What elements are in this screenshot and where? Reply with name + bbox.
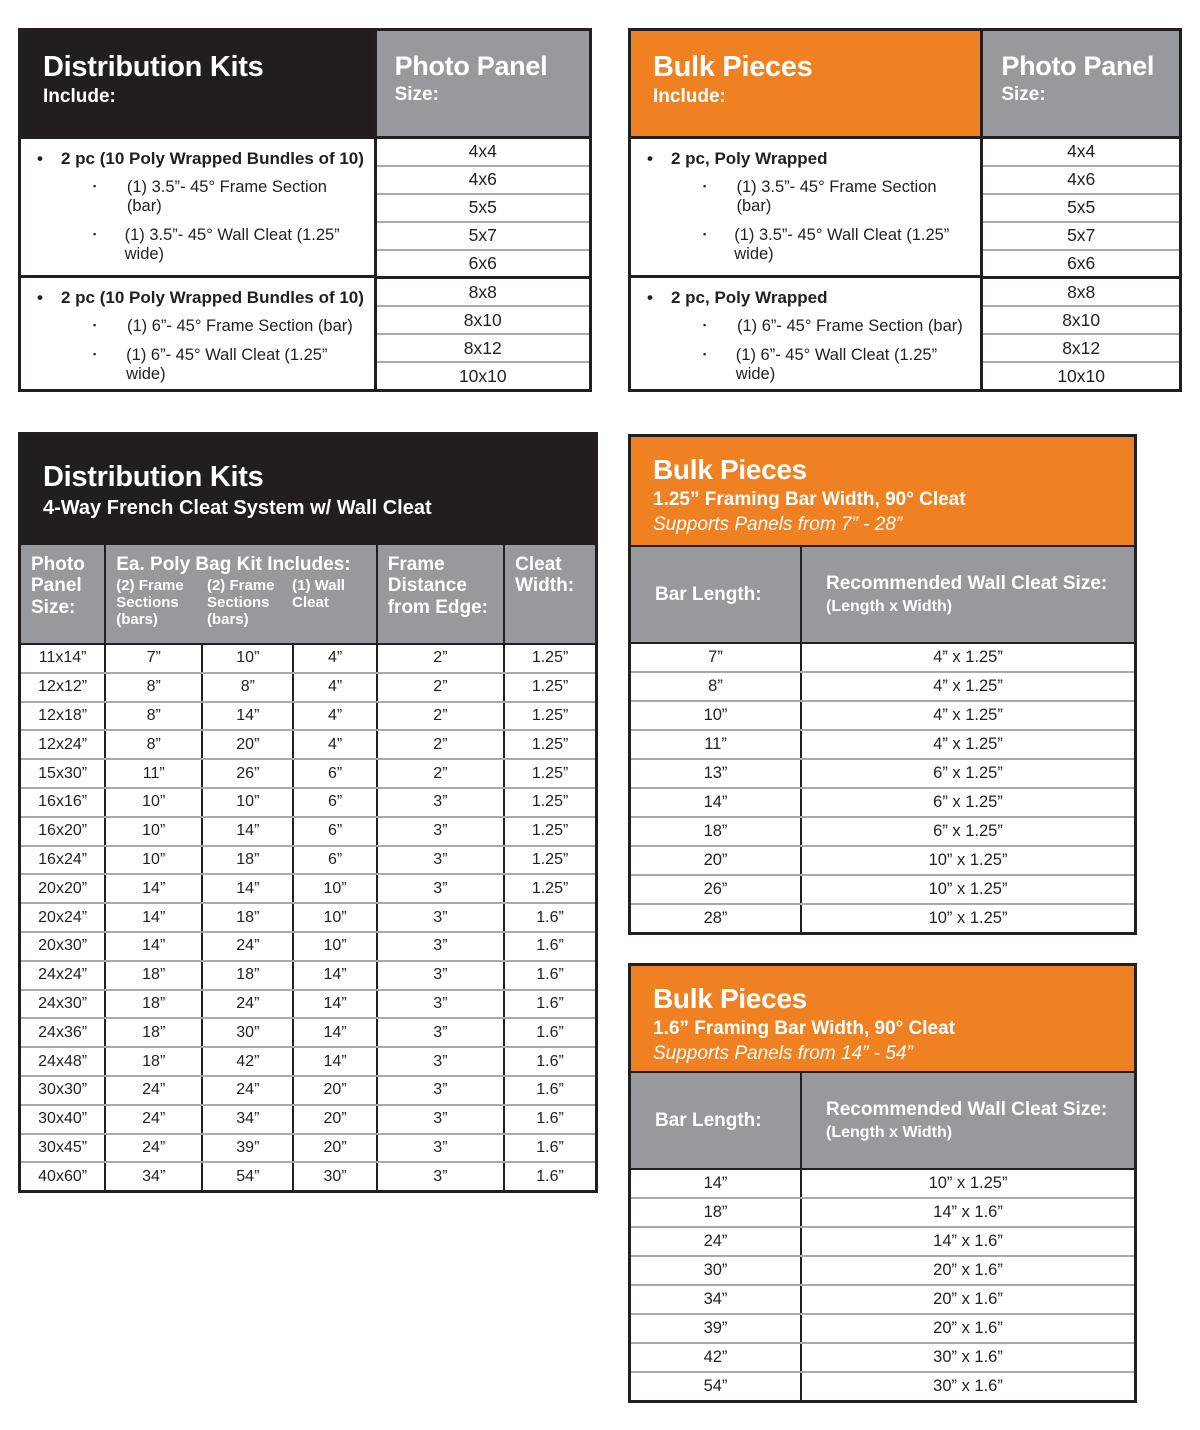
photo-panel-size-header — [983, 31, 1179, 139]
kit-cell: 4” — [292, 645, 375, 672]
col-frame-distance: Frame Distance from Edge: — [376, 545, 503, 643]
kit-cell: 3” — [376, 1019, 503, 1046]
kit-cell: 14” — [104, 904, 201, 931]
bulk-125-column-headers — [631, 547, 1134, 644]
square-bullet-icon: ▪ — [703, 320, 707, 330]
distribution-kits-include-table — [18, 28, 592, 392]
kit-cell: 14” — [104, 875, 201, 902]
bullet-item — [37, 149, 366, 169]
cleat-size-cell: 6” x 1.25” — [933, 793, 1003, 811]
kit-cell: 1.6” — [503, 991, 595, 1018]
kit-cell: 20x24” — [38, 908, 88, 926]
kit-cell: 24x48” — [38, 1052, 88, 1070]
bulk-pieces-title: Bulk Pieces — [653, 51, 813, 83]
panel-size-cell: 5x7 — [983, 221, 1179, 249]
kit-cell: 1.25” — [503, 789, 595, 816]
table-row — [21, 758, 595, 787]
kit-cell: 3” — [376, 991, 503, 1018]
panel-size-cell: 5x7 — [377, 221, 589, 249]
table-row — [631, 1313, 1134, 1342]
kit-cell: 10” — [292, 933, 375, 960]
sub-bullet-text: (1) 3.5”- 45° Wall Cleat (1.25” wide) — [734, 226, 950, 263]
kit-cell: 1.6” — [503, 962, 595, 989]
panel-size-cell: 10x10 — [983, 361, 1179, 389]
table-row — [631, 845, 1134, 874]
bulk-16-header — [631, 966, 1134, 1073]
table-row — [631, 787, 1134, 816]
table-row — [21, 989, 595, 1018]
kit-cell: 24” — [104, 1106, 201, 1133]
bulk-pieces-125-table — [628, 434, 1137, 935]
kit-cell: 24” — [201, 991, 292, 1018]
kit-cell: 10” — [201, 645, 292, 672]
table-row — [21, 1075, 595, 1104]
bullet-dot-icon: • — [37, 288, 43, 307]
kit-cell: 3” — [376, 904, 503, 931]
bulk-16-column-headers — [631, 1073, 1134, 1170]
table-row — [21, 816, 595, 845]
kit-cell: 3” — [376, 818, 503, 845]
table-row — [21, 787, 595, 816]
bullet-dot-icon: • — [37, 149, 43, 168]
kits-table-title: Distribution Kits — [43, 461, 264, 493]
table-row — [21, 701, 595, 730]
kit-cell: 24” — [201, 933, 292, 960]
kit-cell: 8” — [104, 674, 201, 701]
sub-bullet-item — [93, 178, 366, 216]
bar-length-cell: 24” — [631, 1228, 802, 1255]
bar-length-cell: 18” — [631, 1199, 802, 1226]
kit-cell: 18” — [201, 962, 292, 989]
kit-cell: 1.6” — [503, 904, 595, 931]
include-group — [21, 139, 374, 275]
bullet-text: 2 pc (10 Poly Wrapped Bundles of 10) — [61, 288, 364, 307]
table-row — [631, 700, 1134, 729]
kit-cell: 54” — [201, 1163, 292, 1190]
kit-cell: 1.6” — [503, 1048, 595, 1075]
subcol-frame-sections-2: (2) Frame Sections (bars) — [206, 577, 275, 628]
bulk-125-subtitle: 1.25” Framing Bar Width, 90° Cleat — [653, 489, 966, 510]
table-row — [21, 645, 595, 672]
col-bar-length: Bar Length: — [631, 1073, 802, 1168]
bar-length-cell: 30” — [631, 1257, 802, 1284]
table-row — [21, 1161, 595, 1190]
kit-cell: 18” — [201, 847, 292, 874]
bar-length-cell: 26” — [631, 876, 802, 903]
kit-cell: 7” — [104, 645, 201, 672]
square-bullet-icon: ▪ — [93, 349, 97, 359]
panel-size-list — [377, 139, 589, 389]
bullet-item — [647, 288, 972, 308]
kit-cell: 12x12” — [38, 678, 88, 696]
kit-cell: 26” — [201, 760, 292, 787]
kit-cell: 1.25” — [503, 703, 595, 730]
cleat-size-cell: 30” x 1.6” — [933, 1348, 1003, 1366]
bulk-125-title: Bulk Pieces — [653, 454, 807, 485]
kit-cell: 15x30” — [38, 764, 88, 782]
cleat-size-cell: 4” x 1.25” — [933, 735, 1003, 753]
cleat-size-cell: 6” x 1.25” — [933, 822, 1003, 840]
kits-table-subtitle: 4-Way French Cleat System w/ Wall Cleat — [43, 497, 432, 519]
kit-cell: 6” — [292, 789, 375, 816]
size-label: Size: — [1001, 83, 1046, 105]
table-row — [631, 671, 1134, 700]
col-cleat-width: Cleat Width: — [503, 545, 595, 643]
kit-cell: 1.25” — [503, 818, 595, 845]
bar-length-cell: 14” — [631, 789, 802, 816]
include-label: Include: — [653, 85, 726, 107]
panel-size-cell: 8x12 — [983, 333, 1179, 361]
kit-cell: 20” — [201, 731, 292, 758]
square-bullet-icon: ▪ — [93, 229, 97, 239]
panel-size-cell: 4x6 — [377, 165, 589, 193]
table-row — [631, 1197, 1134, 1226]
kit-includes-subcolumns — [116, 578, 370, 628]
square-bullet-icon: ▪ — [93, 320, 97, 330]
kit-cell: 20” — [292, 1106, 375, 1133]
kit-cell: 1.25” — [503, 875, 595, 902]
bar-length-cell: 20” — [631, 847, 802, 874]
kit-cell: 1.25” — [503, 674, 595, 701]
kit-cell: 3” — [376, 1163, 503, 1190]
cleat-size-cell: 14” x 1.6” — [933, 1203, 1003, 1221]
bar-length-cell: 39” — [631, 1315, 802, 1342]
kit-cell: 39” — [201, 1135, 292, 1162]
bar-length-cell: 8” — [631, 673, 802, 700]
kit-cell: 8” — [201, 674, 292, 701]
bar-length-cell: 10” — [631, 702, 802, 729]
bulk-16-subtitle: 1.6” Framing Bar Width, 90° Cleat — [653, 1018, 955, 1039]
kits-column-headers — [21, 545, 595, 645]
bullet-item — [37, 288, 366, 308]
panel-size-cell: 5x5 — [983, 193, 1179, 221]
cleat-size-cell: 10” x 1.25” — [928, 851, 1008, 869]
bar-length-cell: 54” — [631, 1373, 802, 1400]
kit-cell: 16x16” — [38, 793, 88, 811]
kit-cell: 3” — [376, 933, 503, 960]
table-row — [21, 1017, 595, 1046]
sub-bullet-item — [93, 346, 366, 384]
col-recommended-cleat-size: Recommended Wall Cleat Size: (Length x Width) — [826, 573, 1108, 615]
kit-cell: 18” — [104, 1048, 201, 1075]
bulk-125-header — [631, 437, 1134, 547]
bar-length-cell: 14” — [631, 1170, 802, 1197]
sub-bullet-text: (1) 3.5”- 45° Frame Section (bar) — [126, 178, 327, 215]
subcol-wall-cleat: (1) Wall Cleat — [292, 577, 345, 612]
panel-size-cell: 8x10 — [983, 305, 1179, 333]
cleat-size-cell: 10” x 1.25” — [928, 1174, 1008, 1192]
table-row — [21, 931, 595, 960]
kit-cell: 24” — [104, 1135, 201, 1162]
cleat-size-cell: 4” x 1.25” — [933, 706, 1003, 724]
table-row — [631, 1255, 1134, 1284]
kit-cell: 14” — [104, 933, 201, 960]
square-bullet-icon: ▪ — [703, 349, 707, 359]
sub-bullet-text: (1) 6”- 45° Wall Cleat (1.25” wide) — [735, 346, 938, 383]
col-photo-panel-size: Photo Panel Size: — [31, 554, 85, 618]
cleat-size-cell: 10” x 1.25” — [928, 880, 1008, 898]
kit-cell: 1.25” — [503, 731, 595, 758]
panel-size-cell: 4x4 — [468, 141, 497, 162]
kit-cell: 6” — [292, 847, 375, 874]
cleat-size-cell: 10” x 1.25” — [928, 909, 1008, 927]
kit-cell: 2” — [376, 703, 503, 730]
kit-cell: 8” — [104, 731, 201, 758]
sub-bullet-text: (1) 3.5”- 45° Wall Cleat (1.25” wide) — [124, 226, 340, 263]
kit-cell: 10” — [201, 789, 292, 816]
cleat-size-cell: 6” x 1.25” — [933, 764, 1003, 782]
kit-cell: 30x40” — [38, 1110, 88, 1128]
kit-cell: 42” — [201, 1048, 292, 1075]
col-bar-length: Bar Length: — [631, 547, 802, 642]
table-row — [631, 874, 1134, 903]
kit-cell: 20” — [292, 1077, 375, 1104]
sub-bullet-text: (1) 6”- 45° Frame Section (bar) — [127, 317, 353, 335]
square-bullet-icon: ▪ — [703, 181, 707, 191]
kit-cell: 1.6” — [503, 933, 595, 960]
bar-length-cell: 42” — [631, 1344, 802, 1371]
table-row — [631, 758, 1134, 787]
table-row — [631, 1284, 1134, 1313]
distribution-kits-spec-table — [18, 432, 598, 1193]
bullet-dot-icon: • — [647, 288, 653, 307]
distribution-kits-title: Distribution Kits — [43, 51, 264, 83]
kit-cell: 10” — [292, 904, 375, 931]
kit-cell: 6” — [292, 760, 375, 787]
cleat-size-cell: 20” x 1.6” — [933, 1261, 1003, 1279]
kit-cell: 24x30” — [38, 994, 88, 1012]
kit-cell: 20” — [292, 1135, 375, 1162]
table-row — [21, 672, 595, 701]
include-groups — [631, 139, 980, 395]
panel-size-cell: 10x10 — [377, 361, 589, 389]
cleat-size-cell: 14” x 1.6” — [933, 1232, 1003, 1250]
bar-length-cell: 11” — [631, 731, 802, 758]
sub-bullet-text: (1) 6”- 45° Frame Section (bar) — [737, 317, 963, 335]
sub-bullet-item — [93, 226, 366, 264]
kit-cell: 12x18” — [38, 706, 88, 724]
kit-cell: 11x14” — [38, 649, 87, 667]
bulk-16-title: Bulk Pieces — [653, 983, 807, 1014]
kit-cell: 8” — [104, 703, 201, 730]
kit-cell: 18” — [104, 991, 201, 1018]
kit-cell: 30x30” — [38, 1081, 88, 1099]
table-row — [21, 845, 595, 874]
photo-panel-size-header — [377, 31, 589, 139]
bulk-125-body — [631, 644, 1134, 932]
kit-cell: 10” — [104, 789, 201, 816]
table-row — [21, 902, 595, 931]
include-group — [21, 275, 374, 395]
table-row — [21, 1104, 595, 1133]
sub-bullet-text: (1) 3.5”- 45° Frame Section (bar) — [736, 178, 937, 215]
kit-cell: 14” — [292, 962, 375, 989]
panel-size-cell: 5x5 — [377, 193, 589, 221]
sub-bullet-item — [703, 346, 972, 384]
table-row — [631, 1226, 1134, 1255]
cleat-size-cell: 20” x 1.6” — [933, 1319, 1003, 1337]
table-row — [631, 903, 1134, 932]
kit-cell: 24” — [201, 1077, 292, 1104]
cleat-size-cell: 30” x 1.6” — [933, 1377, 1003, 1395]
table-row — [631, 729, 1134, 758]
cleat-size-cell: 20” x 1.6” — [933, 1290, 1003, 1308]
bar-length-cell: 18” — [631, 818, 802, 845]
bulk-125-note: Supports Panels from 7” - 28” — [653, 514, 903, 535]
panel-size-cell: 6x6 — [377, 249, 589, 277]
square-bullet-icon: ▪ — [703, 229, 707, 239]
table-row — [631, 1371, 1134, 1400]
kit-cell: 14” — [201, 875, 292, 902]
kit-cell: 14” — [292, 991, 375, 1018]
subcol-frame-sections-1: (2) Frame Sections (bars) — [116, 577, 184, 628]
include-groups — [21, 139, 374, 395]
kit-cell: 14” — [201, 818, 292, 845]
kit-cell: 3” — [376, 1048, 503, 1075]
kit-cell: 10” — [292, 875, 375, 902]
kit-cell: 2” — [376, 645, 503, 672]
sub-bullet-item — [703, 226, 972, 264]
bulk-16-note: Supports Panels from 14” - 54” — [653, 1043, 913, 1064]
kits-table-header — [21, 435, 595, 545]
table-row — [21, 1046, 595, 1075]
kit-cell: 3” — [376, 789, 503, 816]
panel-size-cell: 8x8 — [983, 276, 1179, 305]
table-row — [21, 729, 595, 758]
bar-length-cell: 28” — [631, 905, 802, 932]
kit-cell: 3” — [376, 962, 503, 989]
kit-cell: 1.25” — [503, 760, 595, 787]
panel-size-cell: 4x4 — [1067, 141, 1096, 162]
bulk-pieces-16-table — [628, 963, 1137, 1403]
kit-cell: 1.25” — [503, 847, 595, 874]
table-row — [21, 1133, 595, 1162]
kit-cell: 2” — [376, 760, 503, 787]
square-bullet-icon: ▪ — [93, 181, 97, 191]
kit-cell: 14” — [201, 703, 292, 730]
kit-cell: 14” — [292, 1019, 375, 1046]
kit-cell: 1.6” — [503, 1163, 595, 1190]
kit-cell: 10” — [104, 847, 201, 874]
bar-length-cell: 7” — [631, 644, 802, 671]
panel-size-cell: 4x6 — [983, 165, 1179, 193]
bullet-text: 2 pc (10 Poly Wrapped Bundles of 10) — [61, 149, 364, 168]
kit-cell: 16x24” — [38, 850, 88, 868]
kit-cell: 10” — [104, 818, 201, 845]
kit-cell: 11” — [104, 760, 201, 787]
kit-cell: 18” — [104, 1019, 201, 1046]
bar-length-cell: 34” — [631, 1286, 802, 1313]
panel-size-cell: 8x8 — [377, 276, 589, 305]
include-label: Include: — [43, 85, 116, 107]
bulk-pieces-include-header — [631, 31, 980, 139]
col-kit-includes: Ea. Poly Bag Kit Includes: (2) Frame Sections (bars) (2) Frame Sections (bars) (1) Wall Cleat — [104, 545, 376, 643]
kit-cell: 16x20” — [38, 822, 88, 840]
kit-cell: 1.25” — [503, 645, 595, 672]
kit-cell: 4” — [292, 731, 375, 758]
kit-cell: 4” — [292, 674, 375, 701]
table-row — [631, 1342, 1134, 1371]
kit-cell: 30” — [292, 1163, 375, 1190]
kit-cell: 3” — [376, 875, 503, 902]
table-row — [21, 873, 595, 902]
kit-cell: 6” — [292, 818, 375, 845]
bullet-text: 2 pc, Poly Wrapped — [671, 288, 828, 307]
include-group — [631, 139, 980, 275]
kit-cell: 3” — [376, 1077, 503, 1104]
kit-cell: 40x60” — [38, 1167, 88, 1185]
photo-panel-label: Photo Panel — [394, 51, 548, 81]
kit-cell: 3” — [376, 1106, 503, 1133]
cleat-size-cell: 4” x 1.25” — [933, 648, 1003, 666]
table-row — [631, 644, 1134, 671]
table-row — [631, 816, 1134, 845]
panel-size-list — [983, 139, 1179, 389]
table-row — [631, 1170, 1134, 1197]
kit-cell: 3” — [376, 847, 503, 874]
kit-cell: 18” — [201, 904, 292, 931]
kit-cell: 30x45” — [38, 1138, 88, 1156]
table-row — [21, 960, 595, 989]
kit-cell: 1.6” — [503, 1135, 595, 1162]
bulk-16-body — [631, 1170, 1134, 1400]
sub-bullet-item — [703, 178, 972, 216]
bullet-dot-icon: • — [647, 149, 653, 168]
kit-cell: 30” — [201, 1019, 292, 1046]
kit-cell: 20x30” — [38, 937, 88, 955]
kit-cell: 1.6” — [503, 1019, 595, 1046]
kit-cell: 24x24” — [38, 966, 88, 984]
kit-cell: 4” — [292, 703, 375, 730]
kits-table-body — [21, 645, 595, 1190]
kit-cell: 20x20” — [38, 879, 88, 897]
kit-cell: 14” — [292, 1048, 375, 1075]
photo-panel-label: Photo Panel — [1001, 51, 1155, 81]
bullet-text: 2 pc, Poly Wrapped — [671, 149, 828, 168]
kit-cell: 2” — [376, 731, 503, 758]
kit-cell: 1.6” — [503, 1077, 595, 1104]
include-group — [631, 275, 980, 395]
kit-cell: 18” — [104, 962, 201, 989]
kit-cell: 1.6” — [503, 1106, 595, 1133]
sub-bullet-item — [93, 317, 366, 336]
sub-bullet-item — [703, 317, 972, 336]
panel-size-cell: 8x12 — [377, 333, 589, 361]
bulk-pieces-include-table — [628, 28, 1182, 392]
kit-cell: 24” — [104, 1077, 201, 1104]
kit-cell: 2” — [376, 674, 503, 701]
panel-size-cell: 8x10 — [377, 305, 589, 333]
kit-cell: 24x36” — [38, 1023, 88, 1041]
bullet-item — [647, 149, 972, 169]
bar-length-cell: 13” — [631, 760, 802, 787]
kit-cell: 34” — [104, 1163, 201, 1190]
kit-cell: 3” — [376, 1135, 503, 1162]
cleat-size-cell: 4” x 1.25” — [933, 677, 1003, 695]
kit-cell: 34” — [201, 1106, 292, 1133]
kit-cell: 12x24” — [38, 735, 88, 753]
col-recommended-cleat-size: Recommended Wall Cleat Size: (Length x Width) — [826, 1099, 1108, 1141]
distribution-kits-include-header — [21, 31, 374, 139]
size-label: Size: — [394, 83, 439, 105]
sub-bullet-text: (1) 6”- 45° Wall Cleat (1.25” wide) — [126, 346, 328, 383]
panel-size-cell: 6x6 — [983, 249, 1179, 277]
